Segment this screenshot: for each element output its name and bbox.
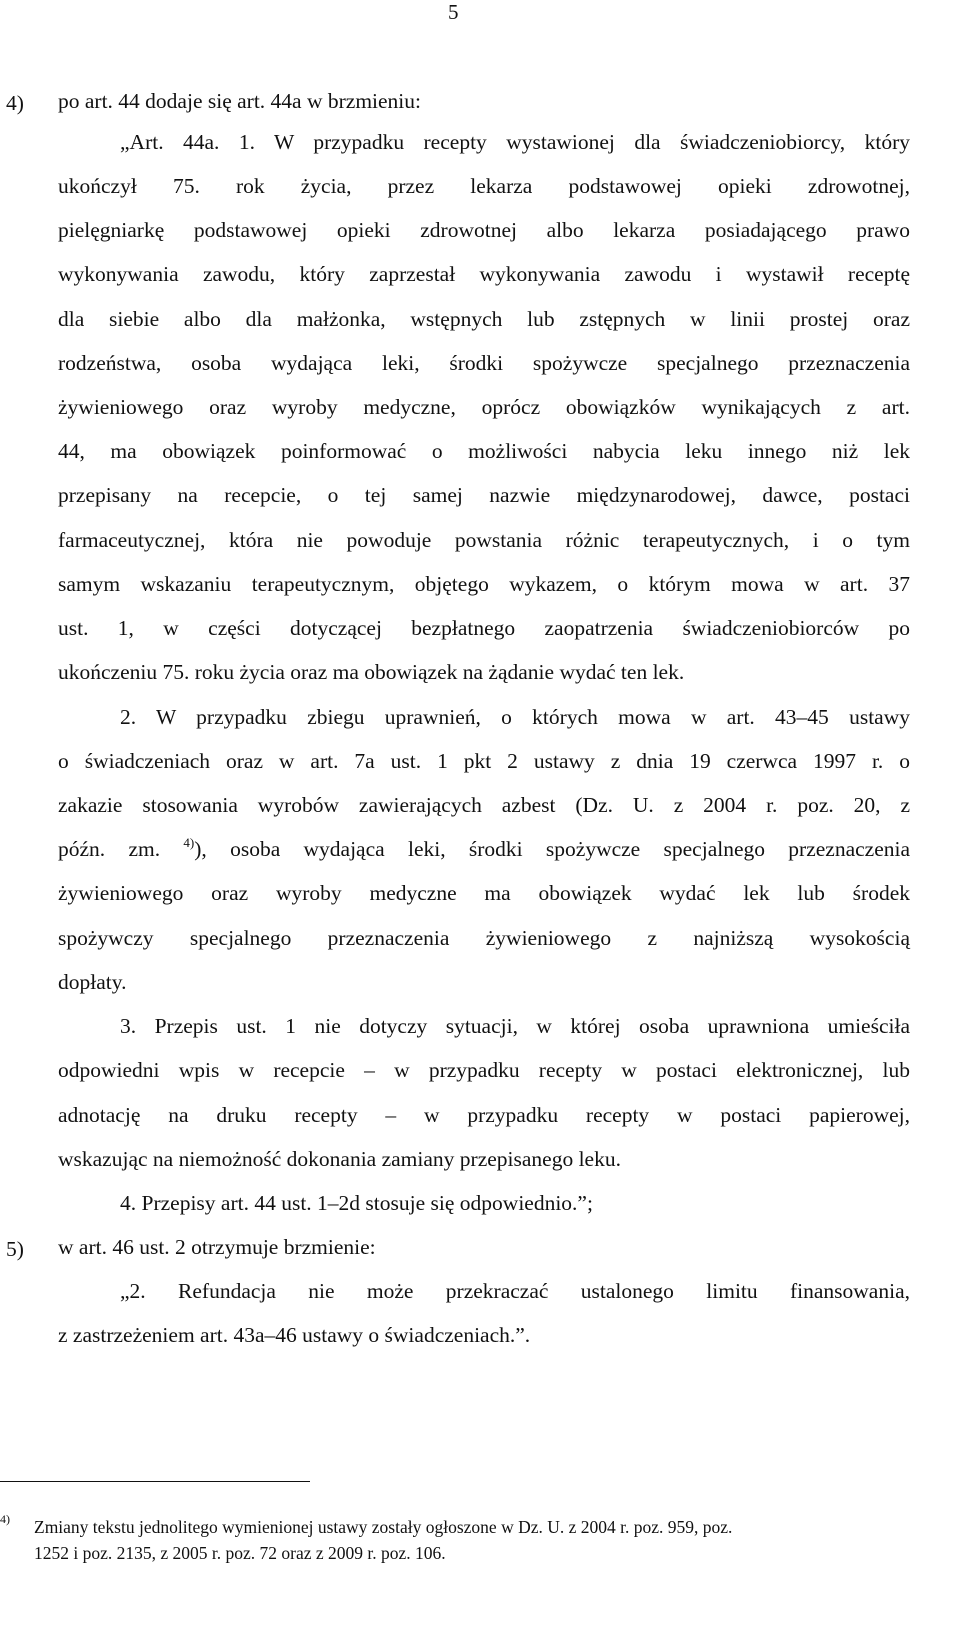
page-number: 5: [448, 0, 459, 24]
text-line: adnotację na druku recepty – w przypadku recepty w postaci papierowej,: [58, 1103, 910, 1127]
text-line: 2. W przypadku zbiegu uprawnień, o których mowa w art. 43–45 ustawy: [120, 705, 910, 729]
text-line: farmaceutycznej, która nie powoduje powstania różnic terapeutycznych, i o tym: [58, 528, 910, 552]
text-line: rodzeństwa, osoba wydająca leki, środki spożywcze specjalnego przeznaczenia: [58, 351, 910, 375]
text-line: „2. Refundacja nie może przekraczać ustalonego limitu finansowania,: [120, 1279, 910, 1303]
article-44a-paragraph-4: 4. Przepisy art. 44 ust. 1–2d stosuje się odpowiednio.”;: [120, 1191, 593, 1215]
text-line: 3. Przepis ust. 1 nie dotyczy sytuacji, w której osoba uprawniona umieściła: [120, 1014, 910, 1038]
text-line: odpowiedni wpis w recepcie – w przypadku recepty w postaci elektronicznej, lub: [58, 1058, 910, 1082]
text-line: pielęgniarkę podstawowej opieki zdrowotnej albo lekarza posiadającego prawo: [58, 218, 910, 242]
footnote-mark: 4): [0, 1512, 10, 1526]
text-line: ust. 1, w części dotyczącej bezpłatnego zaopatrzenia świadczeniobiorców po: [58, 616, 910, 640]
text-line: „Art. 44a. 1. W przypadku recepty wystawionej dla świadczeniobiorcy, który: [120, 130, 910, 154]
text-line: z zastrzeżeniem art. 43a–46 ustawy o świadczeniach.”.: [58, 1323, 531, 1347]
item-5-intro: w art. 46 ust. 2 otrzymuje brzmienie:: [58, 1235, 376, 1259]
text-line: 44, ma obowiązek poinformować o możliwości nabycia leku innego niż lek: [58, 439, 910, 463]
item-4-number: 4): [6, 91, 24, 115]
text-line: żywieniowego oraz wyroby medyczne ma obowiązek wydać lek lub środek: [58, 881, 910, 905]
text-line: wykonywania zawodu, który zaprzestał wykonywania zawodu i wystawił receptę: [58, 262, 910, 286]
text-line: dla siebie albo dla małżonka, wstępnych lub zstępnych w linii prostej oraz: [58, 307, 910, 331]
text-line: wskazując na niemożność dokonania zamiany przepisanego leku.: [58, 1147, 621, 1171]
item-4-intro: po art. 44 dodaje się art. 44a w brzmieniu:: [58, 89, 422, 113]
text-line: ukończył 75. rok życia, przez lekarza podstawowej opieki zdrowotnej,: [58, 174, 910, 198]
text-line: samym wskazaniu terapeutycznym, objętego wykazem, o którym mowa w art. 37: [58, 572, 910, 596]
footnote-reference: 4): [183, 835, 195, 850]
text-line: spożywczy specjalnego przeznaczenia żywieniowego z najniższą wysokością: [58, 926, 910, 950]
text-fragment: późn. zm.: [58, 837, 161, 861]
text-line: ukończeniu 75. roku życia oraz ma obowiązek na żądanie wydać ten lek.: [58, 660, 685, 684]
text-fragment: ), osoba wydająca leki, środki spożywcze specjalnego przeznaczenia: [194, 837, 911, 861]
text-line-with-footnote-ref: [58, 835, 911, 861]
text-line: dopłaty.: [58, 970, 127, 994]
footnote-separator: [0, 1481, 310, 1482]
text-line: przepisany na recepcie, o tej samej nazwie międzynarodowej, dawce, postaci: [58, 483, 910, 507]
text-line: o świadczeniach oraz w art. 7a ust. 1 pkt 2 ustawy z dnia 19 czerwca 1997 r. o: [58, 749, 910, 773]
footnote-line: 1252 i poz. 2135, z 2005 r. poz. 72 oraz z 2009 r. poz. 106.: [34, 1543, 446, 1563]
text-line: zakazie stosowania wyrobów zawierających azbest (Dz. U. z 2004 r. poz. 20, z: [58, 793, 910, 817]
item-5-number: 5): [6, 1237, 24, 1261]
text-line: żywieniowego oraz wyroby medyczne, oprócz obowiązków wynikających z art.: [58, 395, 910, 419]
footnote-line: Zmiany tekstu jednolitego wymienionej ustawy zostały ogłoszone w Dz. U. z 2004 r. poz. 959, poz.: [34, 1517, 733, 1537]
